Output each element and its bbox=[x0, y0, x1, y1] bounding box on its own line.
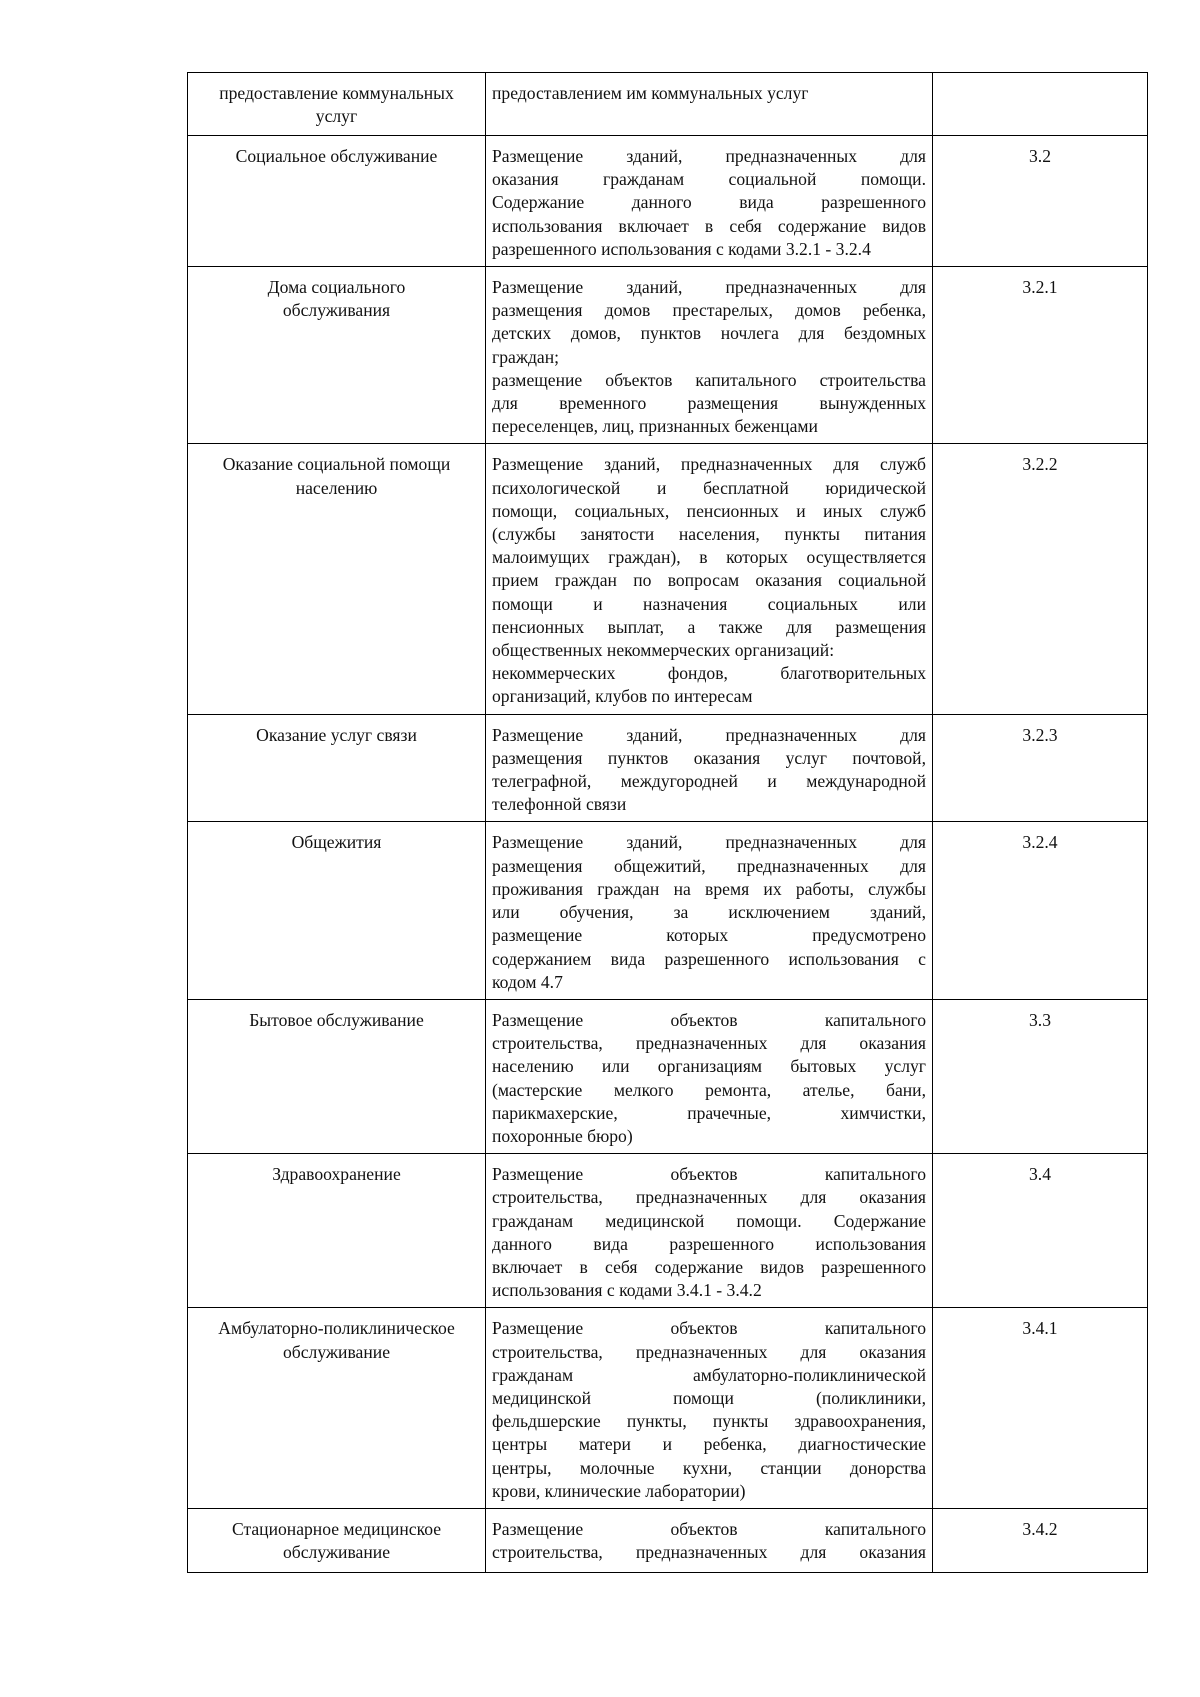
use-type-name-line: Дома социального bbox=[267, 277, 406, 298]
use-type-name-cell bbox=[188, 444, 486, 714]
use-type-name-cell bbox=[188, 1508, 486, 1572]
use-type-name-line: Здравоохранение bbox=[272, 1164, 401, 1185]
use-type-name-cell bbox=[188, 714, 486, 822]
use-type-code-cell: 3.2.4 bbox=[933, 822, 1148, 999]
use-type-description-cell bbox=[486, 714, 933, 822]
use-type-name-cell bbox=[188, 1308, 486, 1509]
description-line: парикмахерские, прачечные, химчистки, bbox=[492, 1102, 926, 1123]
use-type-name-line: Общежития bbox=[291, 832, 382, 853]
use-type-code-cell: 3.4 bbox=[933, 1154, 1148, 1308]
use-type-code-cell: 3.4.2 bbox=[933, 1508, 1148, 1572]
use-type-code-cell: 3.3 bbox=[933, 999, 1148, 1153]
table-body bbox=[188, 73, 1148, 1573]
description-line: Содержание данного вида разрешенного bbox=[492, 192, 926, 213]
description-line: содержанием вида разрешенного использования с bbox=[492, 948, 926, 969]
table-row bbox=[188, 136, 1148, 267]
use-type-name-line: Амбулаторно-поликлиническое bbox=[218, 1318, 455, 1339]
use-type-name-line: обслуживания bbox=[282, 300, 391, 321]
description-line: некоммерческих фондов, благотворительных bbox=[492, 663, 926, 684]
use-type-code-cell: 3.4.1 bbox=[933, 1308, 1148, 1509]
use-type-name-line: Оказание социальной помощи bbox=[222, 454, 451, 475]
description-line: Размещение зданий, предназначенных для служб bbox=[492, 454, 926, 475]
use-type-name-line: Бытовое обслуживание bbox=[249, 1009, 424, 1030]
description-line: использования включает в себя содержание видов bbox=[492, 215, 926, 236]
use-type-name-line: предоставление коммунальных bbox=[219, 83, 454, 103]
land-use-table bbox=[187, 72, 1148, 1573]
description-line: для временного размещения вынужденных bbox=[492, 393, 926, 414]
table-row bbox=[188, 73, 1148, 136]
description-line: населению или организациям бытовых услуг bbox=[492, 1056, 926, 1077]
description-line: малоимущих граждан), в которых осуществляется bbox=[492, 547, 926, 568]
use-type-code-cell: 3.2.3 bbox=[933, 714, 1148, 822]
use-type-code-cell: 3.2.2 bbox=[933, 444, 1148, 714]
description-line: медицинской помощи (поликлиники, bbox=[492, 1387, 926, 1408]
description-line: Размещение зданий, предназначенных для bbox=[492, 724, 926, 745]
description-line: помощи, социальных, пенсионных и иных служб bbox=[492, 500, 926, 521]
description-line: психологической и бесплатной юридической bbox=[492, 477, 926, 498]
description-line: фельдшерские пункты, пункты здравоохранения, bbox=[492, 1411, 926, 1432]
use-type-code-cell: 3.2 bbox=[933, 136, 1148, 267]
description-line: использования с кодами 3.4.1 - 3.4.2 bbox=[492, 1280, 762, 1301]
description-line: или обучения, за исключением зданий, bbox=[492, 902, 926, 923]
description-line: размещение которых предусмотрено bbox=[492, 925, 926, 946]
description-line: Размещение зданий, предназначенных для bbox=[492, 277, 926, 298]
description-line: общественных некоммерческих организаций: bbox=[492, 640, 835, 661]
table-row bbox=[188, 714, 1148, 822]
use-type-name-line: Социальное обслуживание bbox=[235, 146, 438, 166]
use-type-description-cell bbox=[486, 267, 933, 444]
description-line: крови, клинические лаборатории) bbox=[492, 1480, 746, 1501]
use-type-name-line: обслуживание bbox=[283, 1341, 390, 1362]
description-line: гражданам медицинской помощи. Содержание bbox=[492, 1210, 926, 1231]
description-line: центры, молочные кухни, станции донорства bbox=[492, 1457, 926, 1478]
description-line: разрешенного использования с кодами 3.2.1 - 3.2.4 bbox=[492, 238, 871, 259]
use-type-name-cell bbox=[188, 822, 486, 999]
table-row bbox=[188, 1508, 1148, 1572]
description-line: прием граждан по вопросам оказания социальной bbox=[492, 570, 926, 591]
use-type-description-cell bbox=[486, 136, 933, 267]
description-line: центры матери и ребенка, диагностические bbox=[492, 1434, 926, 1455]
description-line: Размещение зданий, предназначенных для bbox=[492, 832, 926, 853]
description-line: Размещение зданий, предназначенных для bbox=[492, 146, 926, 166]
description-line: включает в себя содержание видов разрешенного bbox=[492, 1256, 926, 1277]
use-type-name-line: Оказание услуг связи bbox=[256, 724, 417, 745]
description-line: строительства, предназначенных для оказания bbox=[492, 1187, 926, 1208]
table-row bbox=[188, 999, 1148, 1153]
description-line: строительства, предназначенных для оказания bbox=[492, 1033, 926, 1054]
description-line: (службы занятости населения, пункты питания bbox=[492, 524, 926, 545]
use-type-description-cell bbox=[486, 1508, 933, 1572]
description-line: переселенцев, лиц, признанных беженцами bbox=[492, 416, 818, 437]
description-line: размещения пунктов оказания услуг почтовой, bbox=[492, 747, 926, 768]
use-type-name-line: услуг bbox=[315, 106, 358, 127]
description-line: детских домов, пунктов ночлега для бездомных bbox=[492, 323, 926, 344]
use-type-code-cell bbox=[933, 73, 1148, 136]
use-type-name-cell bbox=[188, 999, 486, 1153]
description-line: организаций, клубов по интересам bbox=[492, 686, 753, 707]
use-type-name-line: Стационарное медицинское bbox=[231, 1518, 442, 1539]
use-type-name-line: населению bbox=[295, 477, 378, 498]
description-line: граждан; bbox=[492, 346, 560, 367]
table-row bbox=[188, 267, 1148, 444]
description-line: проживания граждан на время их работы, службы bbox=[492, 878, 926, 899]
use-type-code-cell: 3.2.1 bbox=[933, 267, 1148, 444]
description-line: Размещение объектов капитального bbox=[492, 1164, 926, 1185]
table-row bbox=[188, 1154, 1148, 1308]
use-type-name-cell bbox=[188, 1154, 486, 1308]
description-line: (мастерские мелкого ремонта, ателье, бани, bbox=[492, 1079, 926, 1100]
use-type-description-cell bbox=[486, 1154, 933, 1308]
description-line: строительства, предназначенных для оказания bbox=[492, 1542, 926, 1563]
description-line: размещения домов престарелых, домов ребенка, bbox=[492, 300, 926, 321]
description-line: телеграфной, междугородней и международной bbox=[492, 771, 926, 792]
use-type-description-cell bbox=[486, 444, 933, 714]
description-line: пенсионных выплат, а также для размещения bbox=[492, 616, 926, 637]
description-line: размещение объектов капитального строительства bbox=[492, 369, 926, 390]
table-row bbox=[188, 444, 1148, 714]
use-type-name-line: обслуживание bbox=[283, 1542, 390, 1563]
use-type-description-cell bbox=[486, 1308, 933, 1509]
use-type-description-cell bbox=[486, 999, 933, 1153]
description-line: Размещение объектов капитального bbox=[492, 1518, 926, 1539]
description-line: телефонной связи bbox=[492, 794, 627, 815]
description-line: гражданам амбулаторно-поликлинической bbox=[492, 1364, 926, 1385]
description-line: размещения общежитий, предназначенных для bbox=[492, 855, 926, 876]
table-row bbox=[188, 1308, 1148, 1509]
description-line: кодом 4.7 bbox=[492, 971, 563, 992]
description-line: похоронные бюро) bbox=[492, 1125, 633, 1146]
description-line: Размещение объектов капитального bbox=[492, 1318, 926, 1339]
use-type-name-cell bbox=[188, 267, 486, 444]
description-line: данного вида разрешенного использования bbox=[492, 1233, 926, 1254]
use-type-name-cell bbox=[188, 73, 486, 136]
description-line: Размещение объектов капитального bbox=[492, 1009, 926, 1030]
use-type-description-cell bbox=[486, 822, 933, 999]
description-line: помощи и назначения социальных или bbox=[492, 593, 926, 614]
description-line: строительства, предназначенных для оказания bbox=[492, 1341, 926, 1362]
table-row bbox=[188, 822, 1148, 999]
use-type-name-cell bbox=[188, 136, 486, 267]
description-line: предоставлением им коммунальных услуг bbox=[492, 83, 809, 103]
description-line: оказания гражданам социальной помощи. bbox=[492, 169, 926, 190]
use-type-description-cell bbox=[486, 73, 933, 136]
